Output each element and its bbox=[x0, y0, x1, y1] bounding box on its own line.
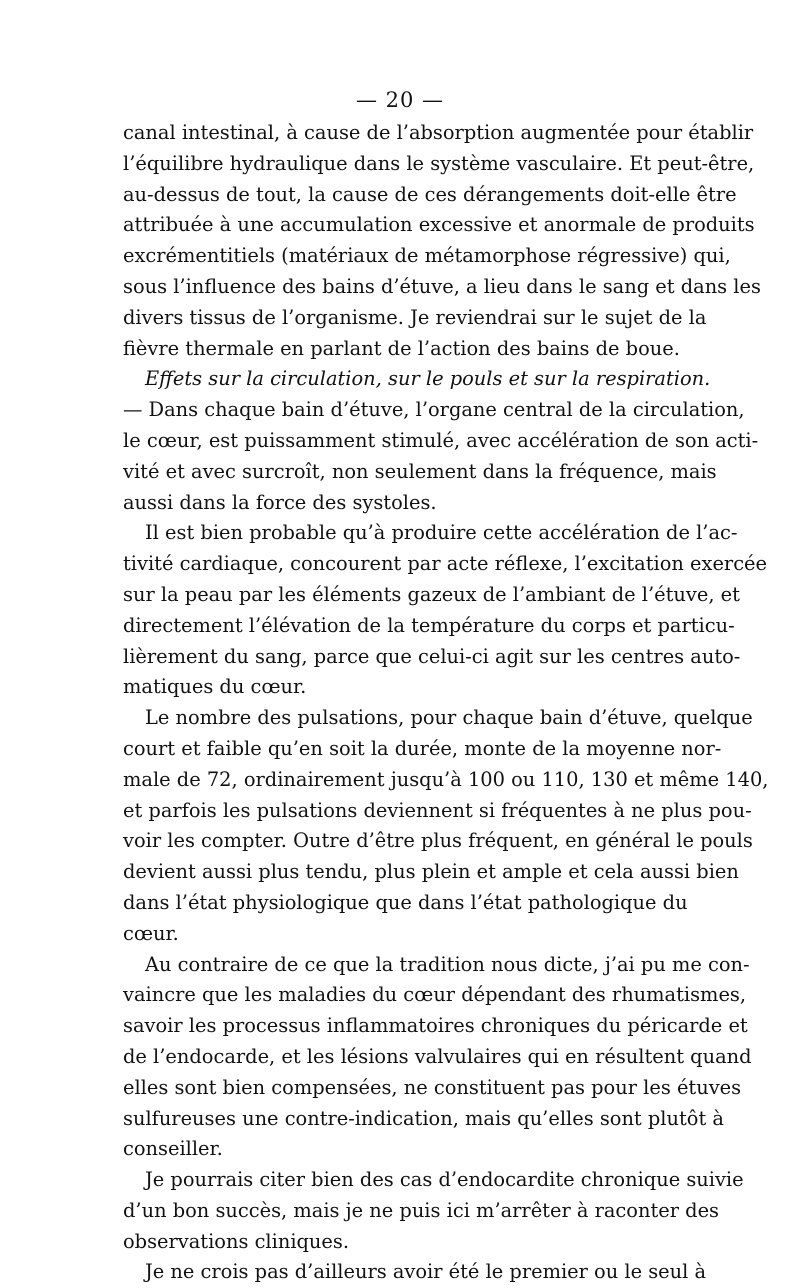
text-line: male de 72, ordinairement jusqu’à 100 ou 110, 130 et même 140, bbox=[123, 767, 769, 791]
text-line: vité et avec surcroît, non seulement dans la fréquence, mais bbox=[123, 459, 717, 483]
text-line: matiques du cœur. bbox=[123, 675, 307, 699]
text-line: Au contraire de ce que la tradition nous dicte, j’ai pu me con- bbox=[145, 952, 750, 976]
text-line: dans l’état physiologique que dans l’état pathologique du bbox=[123, 890, 688, 914]
text-line: observations cliniques. bbox=[123, 1229, 350, 1253]
text-line: attribuée à une accumulation excessive et anormale de produits bbox=[123, 213, 755, 237]
text-line: tivité cardiaque, concourent par acte réflexe, l’excitation exercée bbox=[123, 552, 768, 576]
text-line: devient aussi plus tendu, plus plein et ample et cela aussi bien bbox=[123, 860, 739, 884]
text-line: Je pourrais citer bien des cas d’endocardite chronique suivie bbox=[145, 1168, 744, 1192]
text-line: Il est bien probable qu’à produire cette accélération de l’ac- bbox=[145, 521, 738, 545]
text-line: elles sont bien compensées, ne constituent pas pour les étuves bbox=[123, 1075, 742, 1099]
text-line: aussi dans la force des systoles. bbox=[123, 490, 437, 514]
text-line: sulfureuses une contre-indication, mais qu’elles sont plutôt à bbox=[123, 1106, 724, 1130]
text-line: court et faible qu’en soit la durée, monte de la moyenne nor- bbox=[123, 736, 722, 760]
text-line: fièvre thermale en parlant de l’action des bains de boue. bbox=[123, 336, 680, 360]
text-line: savoir les processus inflammatoires chroniques du péricarde et bbox=[123, 1014, 748, 1038]
text-line: l’équilibre hydraulique dans le système vasculaire. Et peut-être, bbox=[123, 151, 755, 175]
text-line: Je ne crois pas d’ailleurs avoir été le premier ou le seul à bbox=[145, 1260, 707, 1284]
text-line: sur la peau par les éléments gazeux de l’ambiant de l’étuve, et bbox=[123, 582, 740, 606]
text-line: divers tissus de l’organisme. Je reviendrai sur le sujet de la bbox=[123, 305, 707, 329]
text-line: vaincre que les maladies du cœur dépendant des rhumatismes, bbox=[123, 983, 747, 1007]
text-line: — Dans chaque bain d’étuve, l’organe central de la circulation, bbox=[123, 398, 745, 422]
text-line: d’un bon succès, mais je ne puis ici m’arrêter à raconter des bbox=[123, 1198, 719, 1222]
text-line: Le nombre des pulsations, pour chaque bain d’étuve, quelque bbox=[145, 706, 753, 730]
body-text bbox=[123, 118, 769, 1288]
text-line: conseiller. bbox=[123, 1137, 223, 1161]
text-line: canal intestinal, à cause de l’absorption augmentée pour établir bbox=[123, 121, 754, 144]
text-line: et parfois les pulsations deviennent si fréquentes à ne plus pou- bbox=[123, 798, 752, 822]
text-line: cœur. bbox=[123, 921, 179, 945]
text-line: directement l’élévation de la température du corps et particu- bbox=[123, 613, 735, 637]
page-number: — 20 — bbox=[355, 88, 445, 112]
text-line: sous l’influence des bains d’étuve, a lieu dans le sang et dans les bbox=[123, 274, 761, 298]
text-line: lièrement du sang, parce que celui-ci agit sur les centres auto- bbox=[123, 644, 741, 668]
text-line: le cœur, est puissamment stimulé, avec accélération de son acti- bbox=[123, 428, 759, 452]
text-line: au-dessus de tout, la cause de ces dérangements doit-elle être bbox=[123, 182, 737, 206]
text-line: Effets sur la circulation, sur le pouls et sur la respiration. bbox=[145, 367, 711, 391]
text-line: voir les compter. Outre d’être plus fréquent, en général le pouls bbox=[123, 829, 753, 853]
text-line: excrémentitiels (matériaux de métamorphose régressive) qui, bbox=[123, 244, 731, 268]
text-line: de l’endocarde, et les lésions valvulaires qui en résultent quand bbox=[123, 1044, 752, 1068]
